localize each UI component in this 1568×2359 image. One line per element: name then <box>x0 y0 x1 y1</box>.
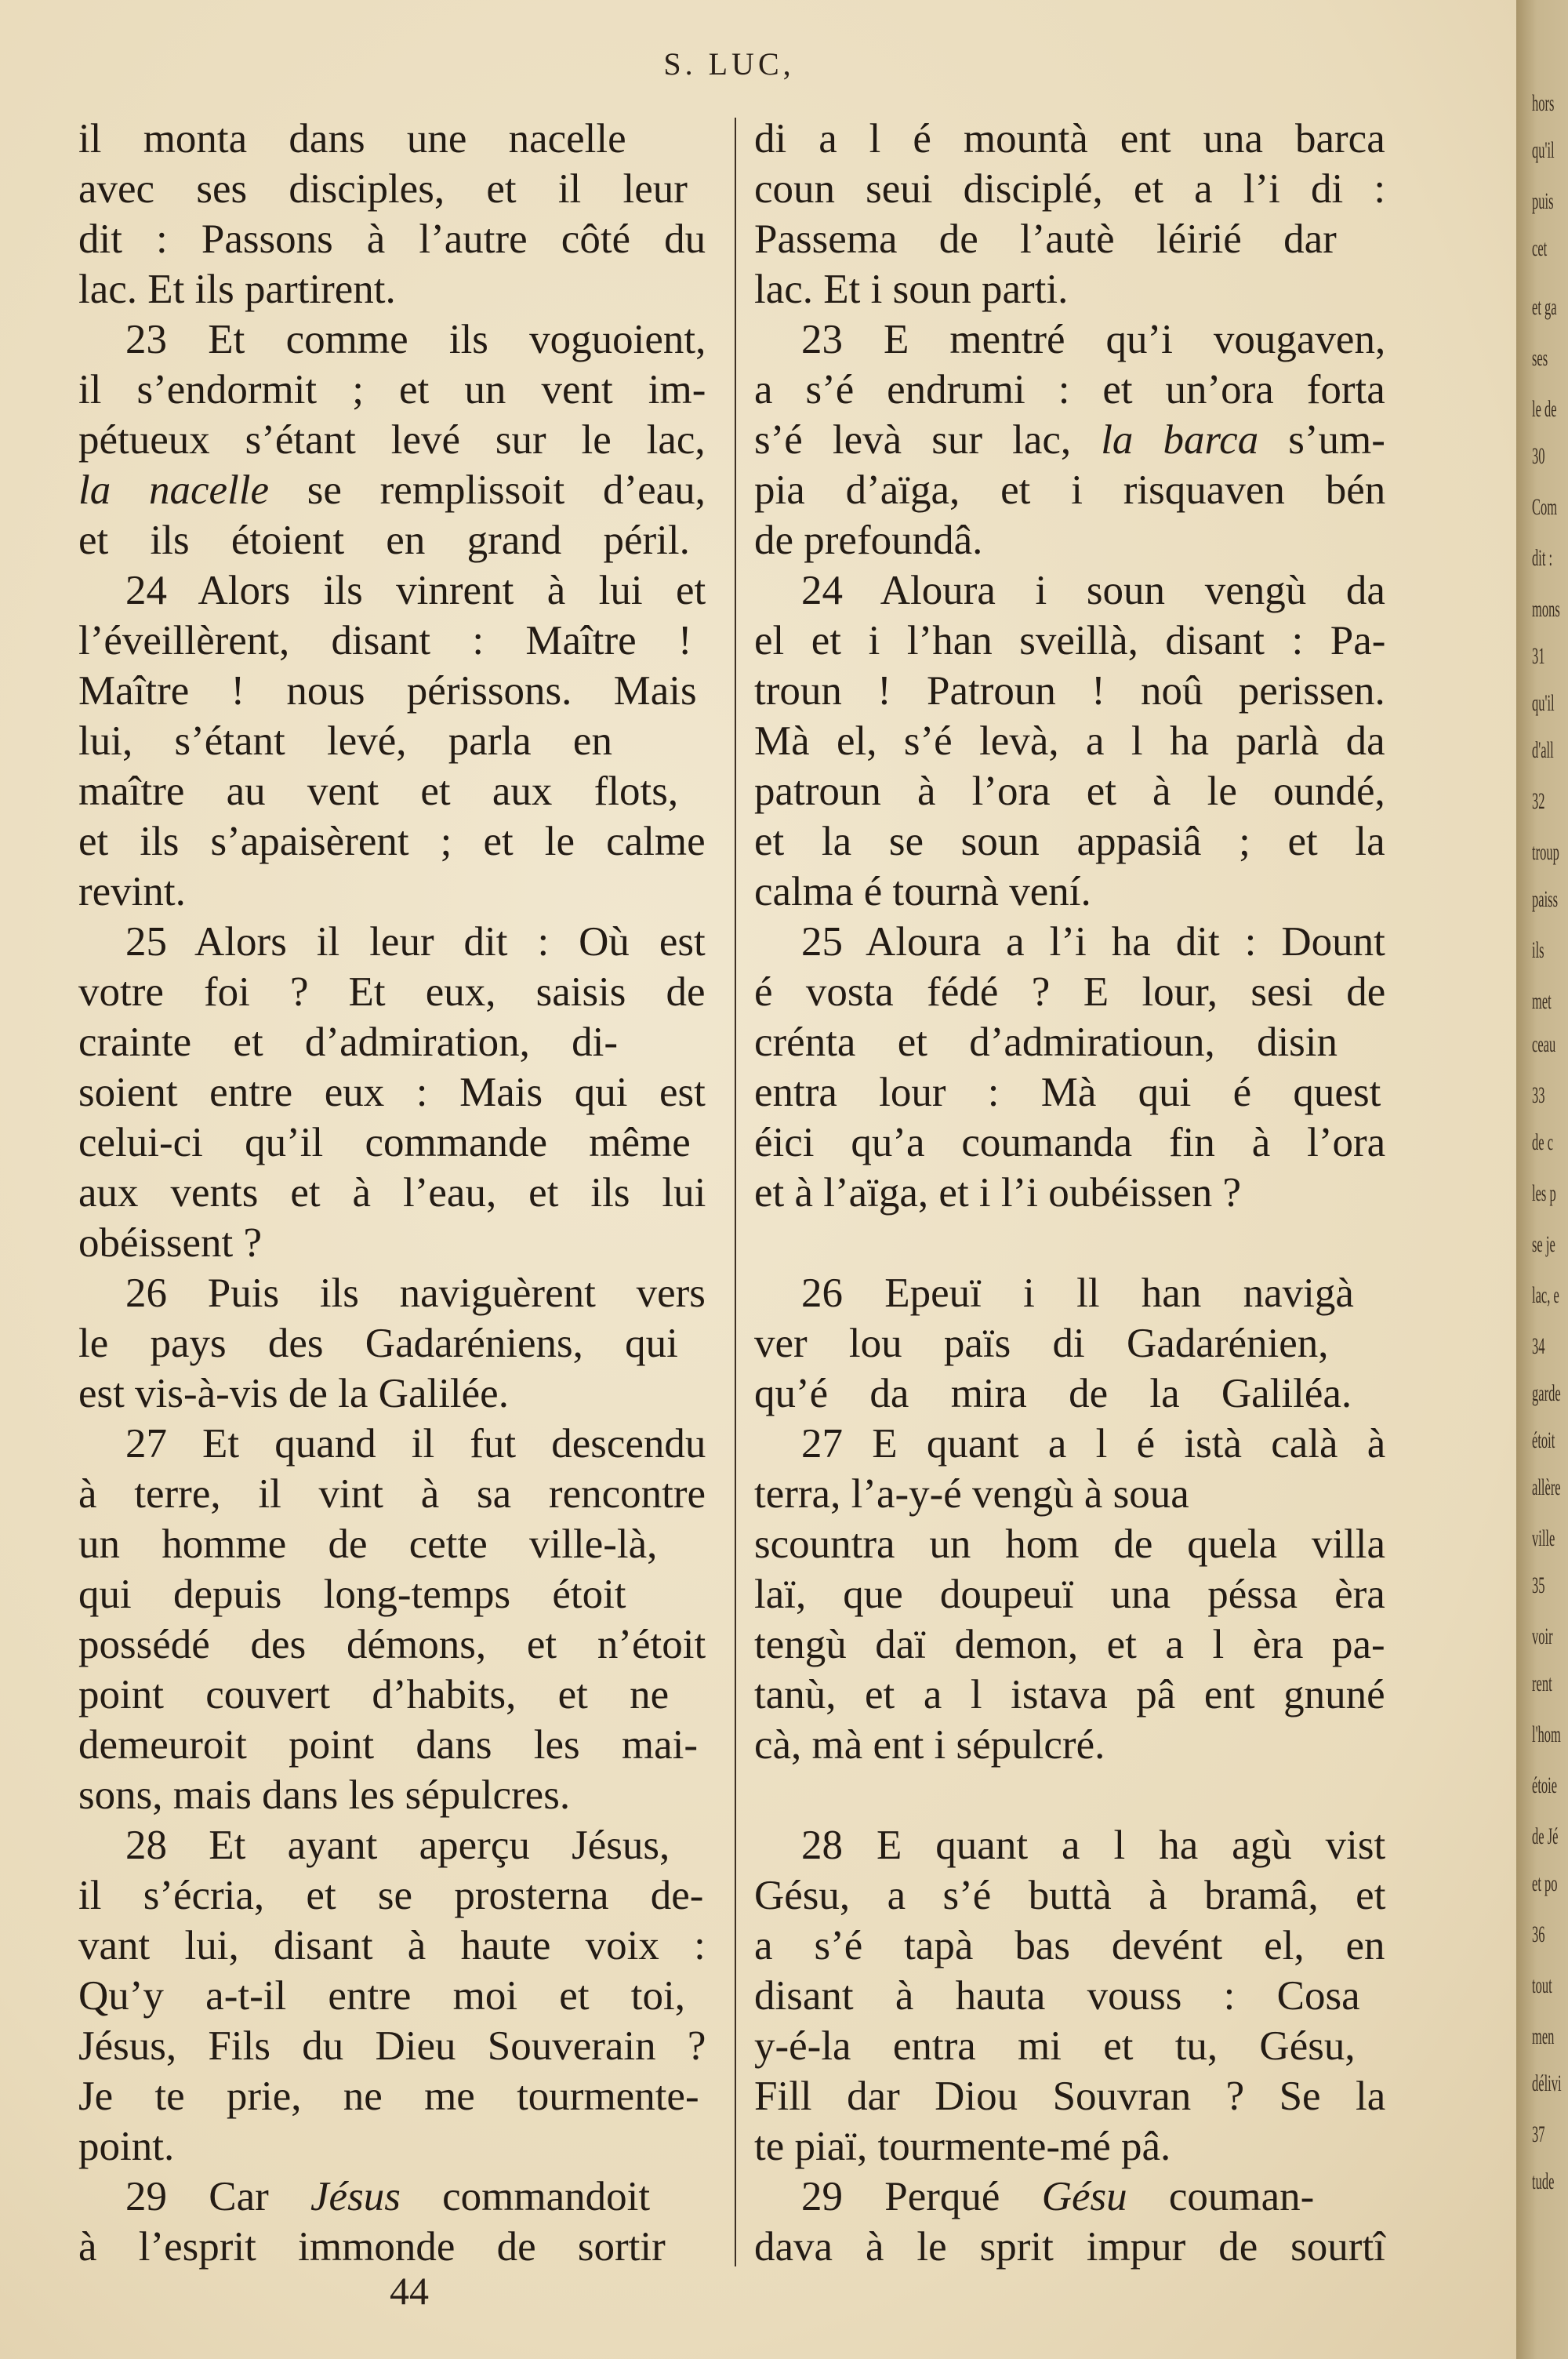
dialect-text-line: 27 E quant a l é istà calà à <box>801 1421 1386 1467</box>
french-text-line: 27 Et quand il fut descendu <box>125 1421 706 1467</box>
dialect-text-line: tengù daï demon, et a l èra pa- <box>754 1622 1385 1667</box>
dialect-text-line: é vosta fédé ? E lour, sesi de <box>754 969 1386 1015</box>
french-text-line: 23 Et comme ils voguoient, <box>125 317 706 362</box>
dialect-text-line: et la se soun appasiâ ; et la <box>754 819 1385 864</box>
french-text-line: un homme de cette ville-là, <box>78 1521 658 1567</box>
dialect-text-line: scountra un hom de quela villa <box>754 1521 1386 1567</box>
facing-page-fragment: dit : <box>1532 545 1553 571</box>
facing-page-fragment: ceau <box>1532 1031 1556 1057</box>
facing-page-fragment: et ga <box>1532 294 1557 320</box>
dialect-text-line: qu’é da mira de la Galiléa. <box>754 1371 1352 1416</box>
facing-page-fragment: de Jé <box>1532 1823 1559 1849</box>
facing-page-fragment: qu'il <box>1532 137 1555 163</box>
dialect-text-line: disant à hauta vouss : Cosa <box>754 1973 1360 2019</box>
facing-page-fragment: tout <box>1532 1972 1552 1998</box>
dialect-text-line: coun seui disciplé, et a l’i di : <box>754 166 1386 212</box>
dialect-text-line: troun ! Patroun ! noû perissen. <box>754 668 1385 714</box>
column-divider <box>735 118 736 2266</box>
french-text-line: Maître ! nous périssons. Mais <box>78 668 697 714</box>
facing-page-fragment: rent <box>1532 1670 1552 1696</box>
french-text-line: lac. Et ils partirent. <box>78 267 396 312</box>
facing-page-fragment: 30 <box>1532 443 1545 469</box>
dialect-text-line: lac. Et i soun parti. <box>754 267 1069 312</box>
french-text-line: le pays des Gadaréniens, qui <box>78 1321 678 1366</box>
french-text-line: crainte et d’admiration, di- <box>78 1020 619 1065</box>
french-text-line: à l’esprit immonde de sortir <box>78 2224 666 2270</box>
facing-page-fragment: 35 <box>1532 1572 1545 1598</box>
facing-page-fragment: 37 <box>1532 2121 1545 2147</box>
french-text-line: vant lui, disant à haute voix : <box>78 1923 706 1968</box>
dialect-text-line: crénta et d’admiratioun, disin <box>754 1020 1338 1065</box>
facing-page-fragment: cet <box>1532 235 1548 261</box>
facing-page-fragment: hors <box>1532 90 1555 116</box>
french-text-line: Je te prie, ne me tourmente- <box>78 2074 699 2119</box>
dialect-text-line: Mà el, s’é levà, a l ha parlà da <box>754 718 1385 764</box>
facing-page-fragment: met <box>1532 988 1552 1014</box>
french-text-line: il s’écria, et se prosterna de- <box>78 1873 704 1918</box>
facing-page-fragment: le de <box>1532 396 1557 422</box>
facing-page-fragment: voir <box>1532 1623 1553 1649</box>
dialect-text-line: y-é-la entra mi et tu, Gésu, <box>754 2023 1356 2069</box>
french-text-line: est vis-à-vis de la Galilée. <box>78 1371 509 1416</box>
facing-page-edge <box>1516 0 1568 2359</box>
facing-page-fragment: 31 <box>1532 643 1545 669</box>
french-text-line: obéissent ? <box>78 1220 263 1266</box>
facing-page-fragment: délivi <box>1532 2070 1562 2096</box>
french-text-line: pétueux s’étant levé sur le lac, <box>78 417 706 463</box>
french-text-line: sons, mais dans les sépulcres. <box>78 1772 571 1818</box>
french-text-line: 26 Puis ils naviguèrent vers <box>125 1270 706 1316</box>
page-number: 44 <box>390 2269 429 2313</box>
french-text-line: avec ses disciples, et il leur <box>78 166 688 212</box>
facing-page-fragment: et po <box>1532 1870 1558 1896</box>
dialect-text-line: Passema de l’autè léirié dar <box>754 216 1337 262</box>
french-text-line: Qu’y a-t-il entre moi et toi, <box>78 1973 685 2019</box>
facing-page-fragment: garde <box>1532 1380 1561 1406</box>
dialect-text-line: patroun à l’ora et à le oundé, <box>754 769 1385 814</box>
french-text-line: maître au vent et aux flots, <box>78 769 679 814</box>
facing-page-fragments <box>1516 0 1568 2359</box>
dialect-text-line: Gésu, a s’é buttà à bramâ, et <box>754 1873 1386 1918</box>
facing-page-fragment: puis <box>1532 188 1554 214</box>
facing-page-fragment: les p <box>1532 1180 1556 1206</box>
dialect-text-line: a s’é tapà bas devént el, en <box>754 1923 1385 1968</box>
dialect-text-line: 28 E quant a l ha agù vist <box>801 1823 1386 1868</box>
french-text-line: la nacelle se remplissoit d’eau, <box>78 467 706 513</box>
french-text-line: qui depuis long-temps étoit <box>78 1572 626 1617</box>
french-text-line: aux vents et à l’eau, et ils lui <box>78 1170 706 1216</box>
french-text-line: Jésus, Fils du Dieu Souverain ? <box>78 2023 706 2069</box>
facing-page-fragment: 34 <box>1532 1333 1545 1359</box>
french-text-line: et ils s’apaisèrent ; et le calme <box>78 819 706 864</box>
french-text-line: 25 Alors il leur dit : Où est <box>125 919 706 965</box>
facing-page-fragment: qu'il <box>1532 690 1555 716</box>
french-text-line: il monta dans une nacelle <box>78 116 626 162</box>
dialect-text-line: di a l é mountà ent una barca <box>754 116 1385 162</box>
french-text-line: 28 Et ayant aperçu Jésus, <box>125 1823 670 1868</box>
dialect-text-line: calma é tournà vení. <box>754 869 1091 914</box>
dialect-text-line: de prefoundâ. <box>754 518 983 563</box>
dialect-text-line: 26 Epeuï i ll han navigà <box>801 1270 1354 1316</box>
french-text-line: lui, s’étant levé, parla en <box>78 718 612 764</box>
facing-page-fragment: l'hom <box>1532 1721 1561 1747</box>
facing-page-fragment: ville <box>1532 1525 1555 1551</box>
facing-page-fragment: allère <box>1532 1474 1561 1500</box>
facing-page-fragment: 32 <box>1532 788 1545 814</box>
french-text-line: demeuroit point dans les mai- <box>78 1722 698 1768</box>
dialect-text-line: te piaï, tourmente-mé pâ. <box>754 2124 1171 2169</box>
dialect-text-line: terra, l’a-y-é vengù à soua <box>754 1471 1189 1517</box>
french-text-line: soient entre eux : Mais qui est <box>78 1070 706 1115</box>
facing-page-fragment: 36 <box>1532 1921 1545 1947</box>
dialect-text-line: dava à le sprit impur de sourtî <box>754 2224 1385 2270</box>
dialect-text-line: entra lour : Mà qui é quest <box>754 1070 1381 1115</box>
dialect-text-line: a s’é endrumi : et un’ora forta <box>754 367 1385 413</box>
facing-page-fragment: Com <box>1532 494 1558 520</box>
french-text-line: à terre, il vint à sa rencontre <box>78 1471 706 1517</box>
facing-page-fragment: d'all <box>1532 737 1554 763</box>
facing-page-fragment: se je <box>1532 1231 1555 1257</box>
dialect-text-line: laï, que doupeuï una péssa èra <box>754 1572 1385 1617</box>
dialect-text-line: el et i l’han sveillà, disant : Pa- <box>754 618 1386 663</box>
french-text-line: et ils étoient en grand péril. <box>78 518 690 563</box>
french-text-line: point. <box>78 2124 175 2169</box>
dialect-text-line: tanù, et a l istava pâ ent gnuné <box>754 1672 1385 1717</box>
facing-page-fragment: 33 <box>1532 1082 1545 1108</box>
dialect-text-line: pia d’aïga, et i risquaven bén <box>754 467 1386 513</box>
facing-page-fragment: ses <box>1532 345 1548 371</box>
running-head: S. LUC, <box>663 46 795 82</box>
french-text-line: point couvert d’habits, et ne <box>78 1672 670 1717</box>
french-text-line: il s’endormit ; et un vent im- <box>78 367 706 413</box>
french-text-line: votre foi ? Et eux, saisis de <box>78 969 706 1015</box>
facing-page-fragment: étoie <box>1532 1772 1558 1798</box>
dialect-text-line: cà, mà ent i sépulcré. <box>754 1722 1105 1768</box>
facing-page-fragment: paiss <box>1532 886 1558 912</box>
dialect-text-line: ver lou païs di Gadarénien, <box>754 1321 1329 1366</box>
facing-page-fragment: étoit <box>1532 1427 1555 1453</box>
dialect-text-line: Fill dar Diou Souvran ? Se la <box>754 2074 1386 2119</box>
facing-page-fragment: de c <box>1532 1129 1554 1155</box>
french-text-line: celui-ci qu’il commande même <box>78 1120 691 1165</box>
facing-page-fragment: ils <box>1532 937 1544 963</box>
french-text-line: 24 Alors ils vinrent à lui et <box>125 568 706 613</box>
facing-page-fragment: tude <box>1532 2168 1555 2194</box>
dialect-text-line: 29 Perqué Gésu couman- <box>801 2174 1315 2219</box>
french-text-line: possédé des démons, et n’étoit <box>78 1622 706 1667</box>
dialect-text-line: et à l’aïga, et i l’i oubéissen ? <box>754 1170 1242 1216</box>
french-text-line: dit : Passons à l’autre côté du <box>78 216 706 262</box>
dialect-text-line: 24 Aloura i soun vengù da <box>801 568 1385 613</box>
facing-page-fragment: mons <box>1532 596 1560 622</box>
dialect-text-line: éici qu’a coumanda fin à l’ora <box>754 1120 1386 1165</box>
dialect-text-line: 23 E mentré qu’i vougaven, <box>801 317 1386 362</box>
dialect-text-line: 25 Aloura a l’i ha dit : Dount <box>801 919 1385 965</box>
french-text-line: l’éveillèrent, disant : Maître ! <box>78 618 692 663</box>
french-text-line: revint. <box>78 869 186 914</box>
facing-page-fragment: troup <box>1532 839 1559 865</box>
french-text-line: 29 Car Jésus commandoit <box>125 2174 651 2219</box>
facing-page-fragment: lac, e <box>1532 1282 1559 1308</box>
facing-page-fragment: men <box>1532 2023 1555 2049</box>
dialect-text-line: s’é levà sur lac, la barca s’um- <box>754 417 1385 463</box>
